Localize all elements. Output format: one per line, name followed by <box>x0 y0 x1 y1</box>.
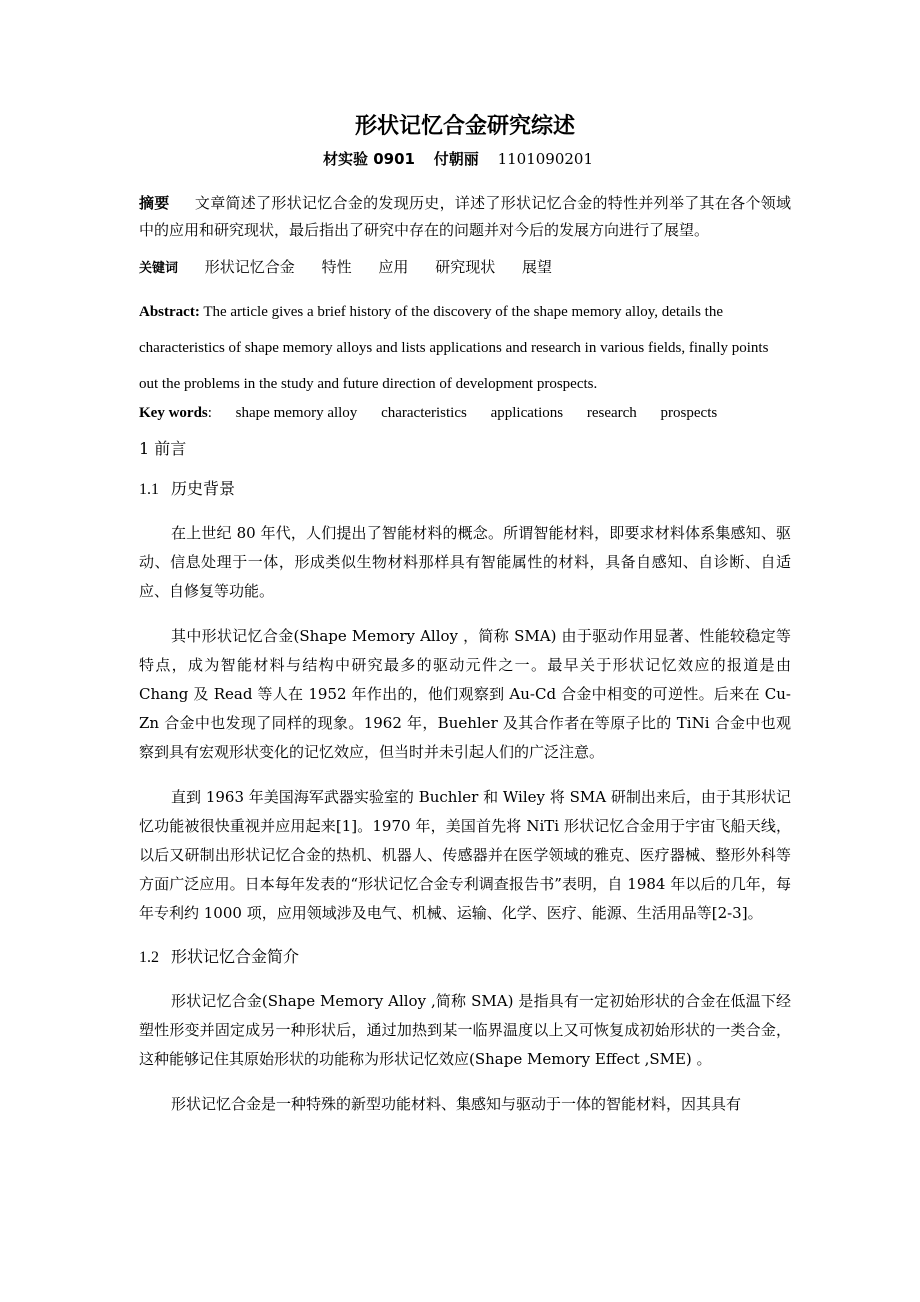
paragraph: 其中形状记忆合金(Shape Memory Alloy ，简称 SMA) 由于驱动作用显著、性能较稳定等特点，成为智能材料与结构中研究最多的驱动元件之一。最早关于形状记忆效应的报道是由 Chang 及 Read 等人在 1952 年作出的，他们观察到 Au-Cd 合金中相变的可逆性。后来在 Cu-Zn 合金中也发现了同样的现象。1962 年，Buehler 及其合作者在等原子比的 TiNi 合金中也观察到具有宏观形状变化的记忆效应，但当时并未引起人们的广泛注意。 <box>139 627 791 761</box>
abstract-cn <box>139 190 791 244</box>
keyword-cn-item: 展望 <box>521 258 552 276</box>
keyword-cn-item: 形状记忆合金 <box>204 258 295 276</box>
section-1-1-heading <box>139 478 791 501</box>
section-1-2-heading <box>139 946 791 969</box>
keyword-en-item: research <box>586 405 637 421</box>
keyword-en-item: applications <box>490 405 564 421</box>
keyword-cn-item: 应用 <box>378 258 409 276</box>
abstract-cn-text: 文章简述了形状记忆合金的发现历史，详述了形状记忆合金的特性并列举了其在各个领域中的应用和研究现状，最后指出了研究中存在的问题并对今后的发展方向进行了展望。 <box>139 194 791 239</box>
keyword-cn-item: 特性 <box>321 258 352 276</box>
paragraph: 在上世纪 80 年代，人们提出了智能材料的概念。所谓智能材料，即要求材料体系集感知、驱动、信息处理于一体，形成类似生物材料那样具有智能属性的材料，具备自感知、自诊断、自适应、自修复等功能。 <box>139 524 791 600</box>
document-body <box>139 112 791 1134</box>
author-name: 付朝丽 <box>433 150 479 168</box>
section-1-heading: 1 前言 <box>139 439 187 458</box>
paragraph: 直到 1963 年美国海军武器实验室的 Buchler 和 Wiley 将 SMA 研制出来后，由于其形状记忆功能被很快重视并应用起来[1]。1970 年，美国首先将 NiTi 形状记忆合金用于宇宙飞船天线，以后又研制出形状记忆合金的热机、机器人、传感器并在医学领域的雅克、医疗器械、整形外科等方面广泛应用。日本每年发表的“形状记忆合金专利调查报告书”表明，自 1984 年以后的几年，每年专利约 1000 项，应用领域涉及电气、机械、运输、化学、医疗、能源、生活用品等[2-3]。 <box>139 788 791 922</box>
abstract-en <box>139 294 791 402</box>
keywords-cn <box>139 256 791 280</box>
paragraph: 形状记忆合金(Shape Memory Alloy ,简称 SMA) 是指具有一定初始形状的合金在低温下经塑性形变并固定成另一种形状后，通过加热到某一临界温度以上又可恢复成初始形状的一类合金，这种能够记住其原始形状的功能称为形状记忆效应(Shape Memory Effect ,SME) 。 <box>139 992 791 1068</box>
keywords-en-label: Key words <box>139 405 208 421</box>
keyword-en-item: prospects <box>660 405 718 421</box>
keyword-en-item: characteristics <box>381 405 467 421</box>
section-1-1-number: 1.1 <box>139 481 159 498</box>
section-1-1-title: 历史背景 <box>171 479 236 498</box>
keywords-en: Key words: shape memory alloy characteristics applications research prospects <box>139 405 718 421</box>
keywords-cn-label: 关键词 <box>139 261 179 276</box>
keyword-cn-item: 研究现状 <box>435 258 496 276</box>
abstract-en-text: The article gives a brief history of the discovery of the shape memory alloy, details the characteristics of shape memory alloys and lists applications and research in various fields, finally points out the problems in the study and future direction of development prospects. <box>139 304 769 392</box>
author-id: 1101090201 <box>497 150 593 168</box>
author-class: 材实验 0901 <box>323 150 415 168</box>
keyword-en-item: shape memory alloy <box>235 405 358 421</box>
section-1-2-number: 1.2 <box>139 949 159 966</box>
paper-title: 形状记忆合金研究综述 <box>354 114 575 139</box>
abstract-cn-label: 摘要 <box>139 194 170 212</box>
section-1-2-title: 形状记忆合金简介 <box>171 947 300 966</box>
abstract-en-label: Abstract: <box>139 304 200 320</box>
paragraph: 形状记忆合金是一种特殊的新型功能材料、集感知与驱动于一体的智能材料，因其具有 <box>171 1095 742 1113</box>
author-line <box>139 148 791 170</box>
